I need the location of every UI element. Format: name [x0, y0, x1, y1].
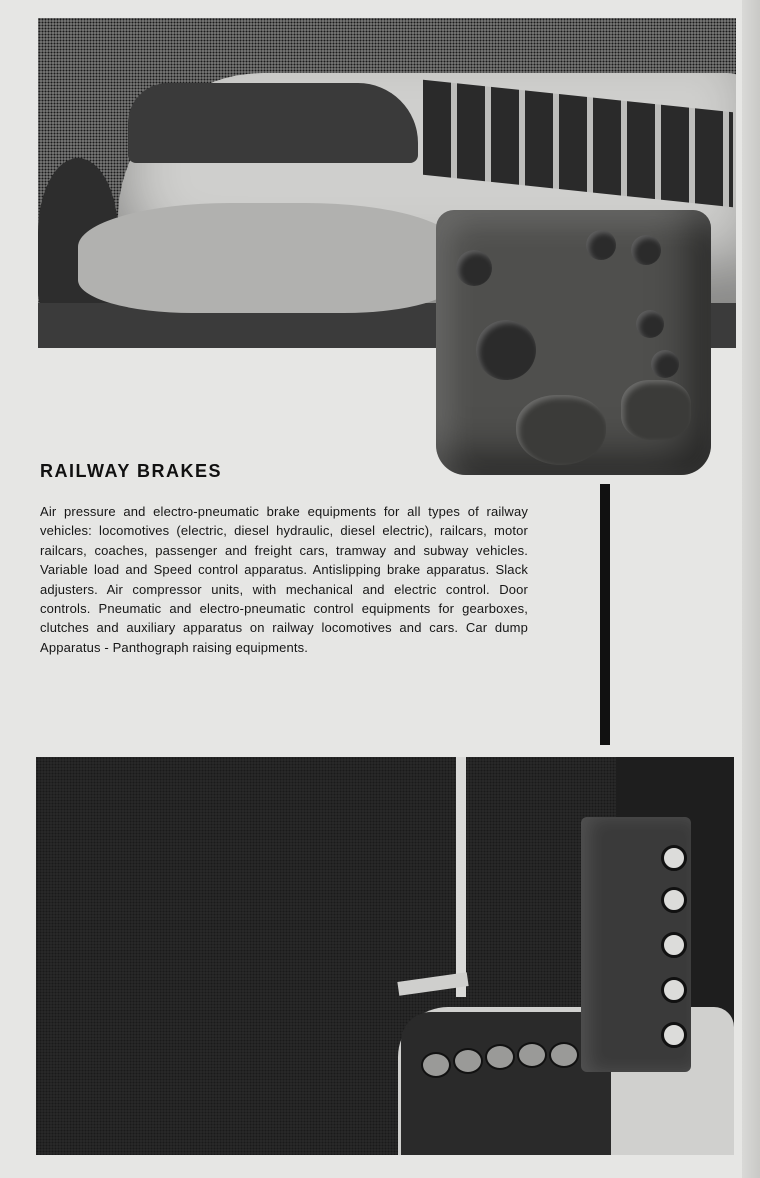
railcar-windshield — [128, 83, 418, 163]
valve-fitting — [631, 235, 661, 265]
valve-chamber — [516, 395, 606, 465]
indicator-lamp — [661, 845, 687, 871]
section-body-text: Air pressure and electro-pneumatic brake equipments for all types of railway vehicles: locomotives (electric, diesel hydraulic, diesel electric), railcars, motor railcars, coaches, passenger and freight cars, tramway and subway vehicles. Variable load and Speed control apparatus. Antislipping brake apparatus. Slack adjusters. Air compressor units, with mechanical and electric control. Door controls. Pneumatic and electro-pneumatic control equipments for gearboxes, clutches and auxiliary apparatus on railway locomotives and cars. Car dump Apparatus - Panthograph raising equipments. — [40, 504, 528, 655]
valve-fitting — [651, 350, 679, 378]
valve-chamber — [621, 380, 691, 440]
gauge — [485, 1044, 515, 1070]
gauge — [453, 1048, 483, 1074]
indicator-lamp — [661, 932, 687, 958]
control-box — [581, 817, 691, 1072]
valve-fitting — [636, 310, 664, 338]
valve-fitting — [586, 230, 616, 260]
brake-valve-photo — [436, 210, 711, 475]
valve-port — [476, 320, 536, 380]
page-edge — [742, 0, 760, 1178]
valve-fitting — [456, 250, 492, 286]
gauge — [549, 1042, 579, 1068]
gauge — [517, 1042, 547, 1068]
section-heading: RAILWAY BRAKES — [40, 461, 223, 481]
railcar-nose — [78, 203, 458, 313]
window-frame — [456, 757, 466, 997]
vertical-rule — [600, 484, 610, 745]
indicator-lamp — [661, 977, 687, 1003]
cab-controls-photo — [36, 757, 734, 1155]
indicator-lamp — [661, 887, 687, 913]
indicator-lamp — [661, 1022, 687, 1048]
instrument-panel — [401, 1012, 611, 1155]
gauge — [421, 1052, 451, 1078]
